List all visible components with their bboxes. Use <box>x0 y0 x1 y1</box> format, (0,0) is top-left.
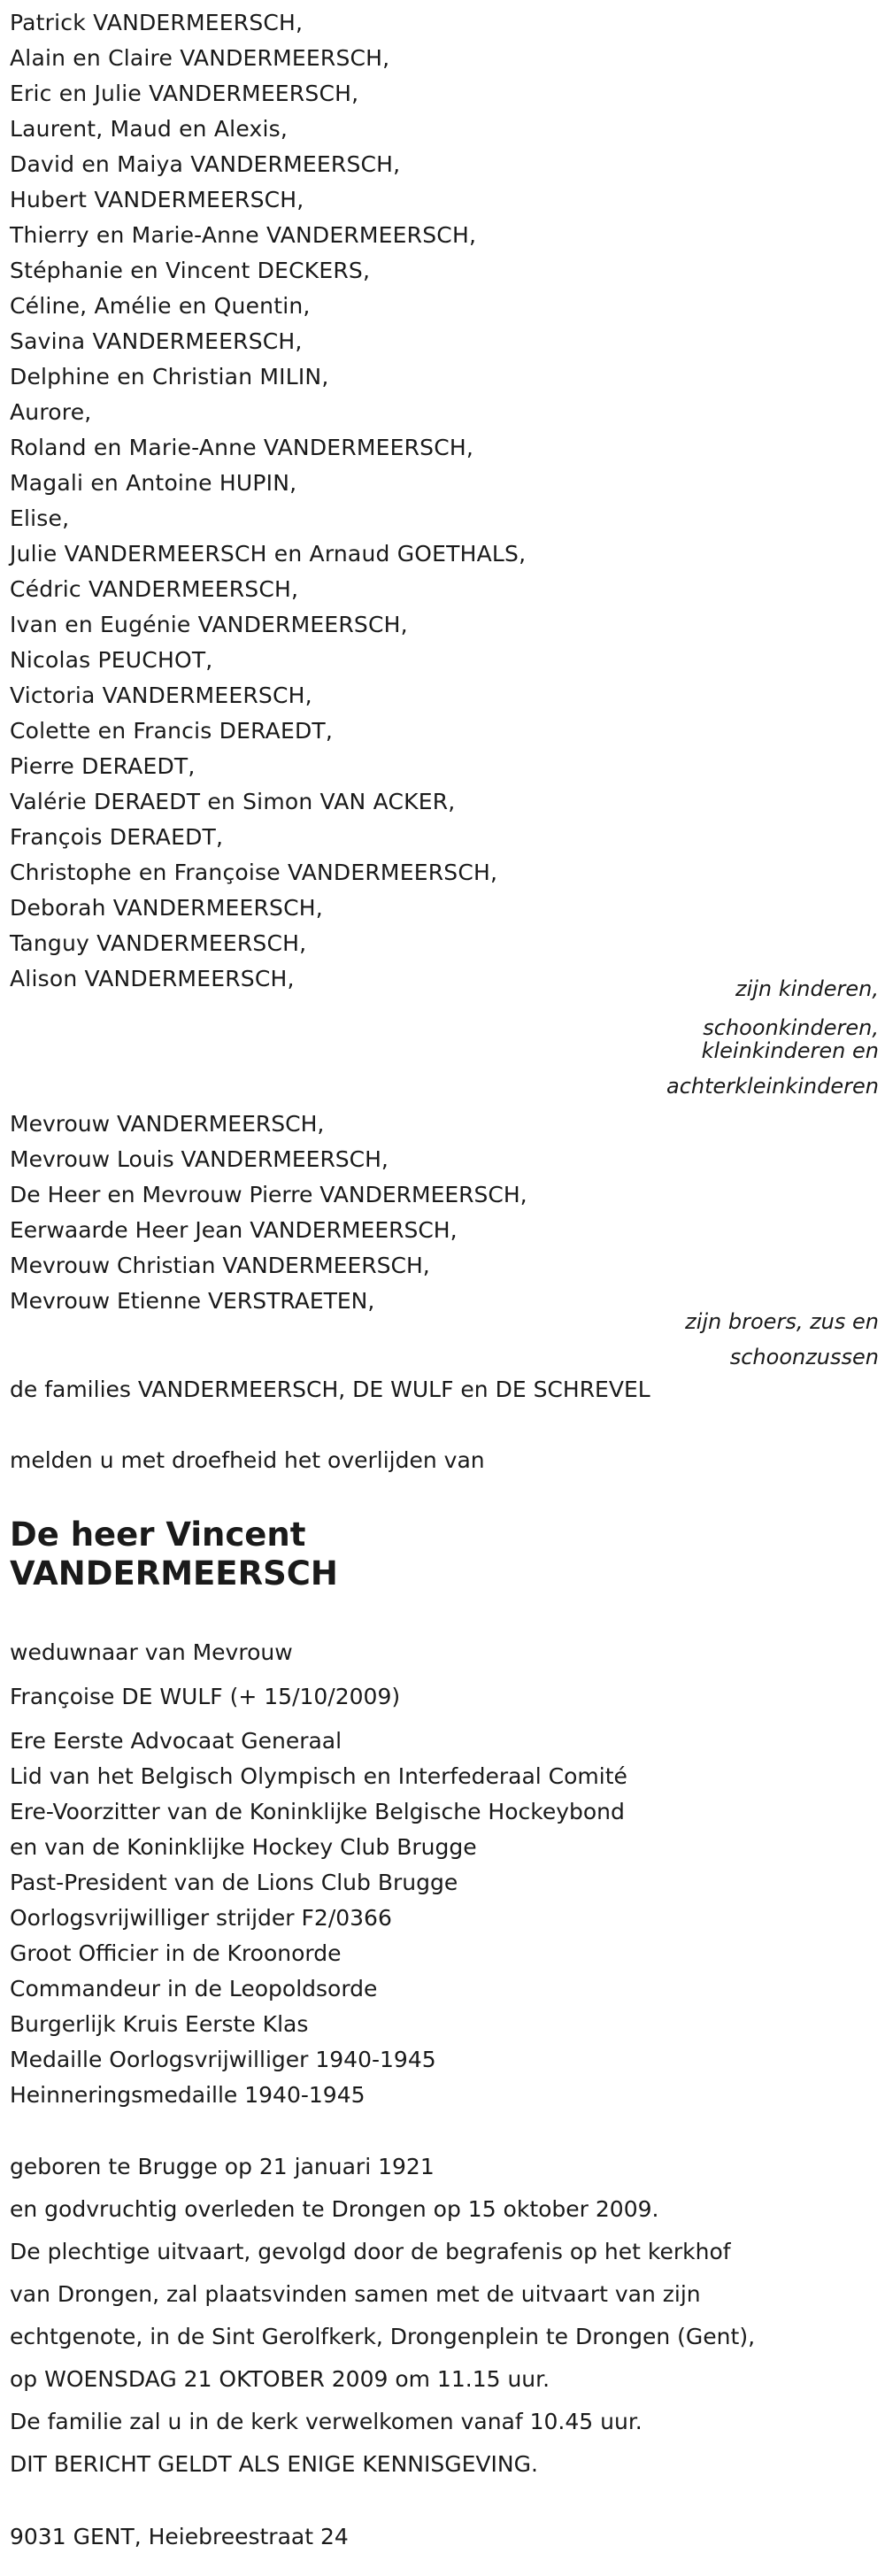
detail-line: DIT BERICHT GELDT ALS ENIGE KENNISGEVING. <box>10 2451 538 2477</box>
children-caption <box>735 971 879 1006</box>
family-name-line: Patrick VANDERMEERSCH, <box>10 10 304 35</box>
title-line: Commandeur in de Leopoldsorde <box>10 1976 378 2001</box>
title-line: Lid van het Belgisch Olympisch en Interfederaal Comité <box>10 1763 627 1789</box>
families-line <box>10 1372 650 1408</box>
widower-info <box>10 1631 400 1719</box>
widower-line: Françoise DE WULF (+ 15/10/2009) <box>10 1684 401 1709</box>
children-caption-line: kleinkinderen en <box>701 1038 879 1063</box>
sibling-line: Mevrouw Louis VANDERMEERSCH, <box>10 1146 389 1172</box>
family-name-line: Tanguy VANDERMEERSCH, <box>10 930 307 956</box>
siblings-caption-line: schoonzussen <box>729 1345 879 1369</box>
title-line: Medaille Oorlogsvrijwilliger 1940-1945 <box>10 2047 436 2072</box>
family-name-line: Ivan en Eugénie VANDERMEERSCH, <box>10 612 408 637</box>
families-text: de families VANDERMEERSCH, DE WULF en DE SCHREVEL <box>10 1377 650 1402</box>
detail-line: De familie zal u in de kerk verwelkomen vanaf 10.45 uur. <box>10 2409 643 2434</box>
family-name-line: Valérie DERAEDT en Simon VAN ACKER, <box>10 789 456 814</box>
title-line: Oorlogsvrijwilliger strijder F2/0366 <box>10 1905 392 1931</box>
family-name-line: Céline, Amélie en Quentin, <box>10 293 311 319</box>
family-name-line: Victoria VANDERMEERSCH, <box>10 683 312 708</box>
detail-line: De plechtige uitvaart, gevolgd door de begrafenis op het kerkhof <box>10 2239 731 2264</box>
sibling-line: De Heer en Mevrouw Pierre VANDERMEERSCH, <box>10 1182 527 1207</box>
widower-line: weduwnaar van Mevrouw <box>10 1639 293 1665</box>
family-name-line: Nicolas PEUCHOT, <box>10 647 213 673</box>
children-caption-continued <box>666 1016 879 1098</box>
title-line: en van de Koninklijke Hockey Club Brugge <box>10 1834 477 1860</box>
announcement-text: melden u met droefheid het overlijden van <box>10 1447 485 1473</box>
family-names-list <box>10 5 877 997</box>
detail-line: op WOENSDAG 21 OKTOBER 2009 om 11.15 uur. <box>10 2366 550 2392</box>
deceased-name-line: VANDERMEERSCH <box>10 1554 338 1593</box>
address-text: 9031 GENT, Heiebreestraat 24 <box>10 2524 349 2549</box>
title-line: Heinneringsmedaille 1940-1945 <box>10 2082 366 2108</box>
title-line: Burgerlijk Kruis Eerste Klas <box>10 2011 309 2037</box>
titles-list <box>10 1724 627 2113</box>
family-name-line: Roland en Marie-Anne VANDERMEERSCH, <box>10 435 474 460</box>
family-name-line: Pierre DERAEDT, <box>10 753 196 779</box>
title-line: Ere Eerste Advocaat Generaal <box>10 1728 342 1754</box>
sibling-line: Mevrouw VANDERMEERSCH, <box>10 1111 325 1137</box>
children-caption-line: achterkleinkinderen <box>666 1074 879 1099</box>
sibling-line: Eerwaarde Heer Jean VANDERMEERSCH, <box>10 1217 458 1243</box>
family-name-line: Magali en Antoine HUPIN, <box>10 470 297 496</box>
detail-line: echtgenote, in de Sint Gerolfkerk, Drongenplein te Drongen (Gent), <box>10 2324 756 2349</box>
family-name-line: David en Maiya VANDERMEERSCH, <box>10 151 401 177</box>
family-name-line: François DERAEDT, <box>10 824 224 850</box>
family-name-line: Stéphanie en Vincent DECKERS, <box>10 258 371 283</box>
family-name-line: Delphine en Christian MILIN, <box>10 364 329 389</box>
children-caption-line: schoonkinderen, <box>703 1015 879 1040</box>
siblings-list <box>10 1107 527 1319</box>
siblings-caption <box>685 1304 879 1375</box>
family-name-line: Eric en Julie VANDERMEERSCH, <box>10 81 359 106</box>
deceased-name <box>10 1516 338 1593</box>
family-name-line: Thierry en Marie-Anne VANDERMEERSCH, <box>10 222 477 248</box>
deceased-name-line: De heer Vincent <box>10 1516 306 1554</box>
children-caption-line: zijn kinderen, <box>735 976 879 1001</box>
siblings-caption-line: zijn broers, zus en <box>685 1309 879 1334</box>
sibling-line: Mevrouw Etienne VERSTRAETEN, <box>10 1288 375 1314</box>
family-name-line: Laurent, Maud en Alexis, <box>10 116 288 142</box>
family-name-line: Savina VANDERMEERSCH, <box>10 328 303 354</box>
family-name-line: Cédric VANDERMEERSCH, <box>10 576 299 602</box>
title-line: Groot Officier in de Kroonorde <box>10 1940 342 1966</box>
family-name-line: Hubert VANDERMEERSCH, <box>10 187 304 212</box>
title-line: Past-President van de Lions Club Brugge <box>10 1870 458 1895</box>
family-name-line: Elise, <box>10 505 70 531</box>
detail-line: en godvruchtig overleden te Drongen op 15 oktober 2009. <box>10 2196 659 2222</box>
detail-line: geboren te Brugge op 21 januari 1921 <box>10 2154 435 2179</box>
sibling-line: Mevrouw Christian VANDERMEERSCH, <box>10 1253 430 1278</box>
detail-line: van Drongen, zal plaatsvinden samen met de uitvaart van zijn <box>10 2281 701 2307</box>
announcement <box>10 1443 485 1478</box>
address <box>10 2519 349 2555</box>
family-name-line: Colette en Francis DERAEDT, <box>10 718 334 744</box>
family-name-line: Julie VANDERMEERSCH en Arnaud GOETHALS, <box>10 541 527 567</box>
family-name-line: Christophe en Françoise VANDERMEERSCH, <box>10 860 498 885</box>
family-name-line: Alison VANDERMEERSCH, <box>10 966 295 991</box>
family-name-line: Alain en Claire VANDERMEERSCH, <box>10 45 390 71</box>
family-name-line: Aurore, <box>10 399 92 425</box>
family-name-line: Deborah VANDERMEERSCH, <box>10 895 323 921</box>
funeral-details <box>10 2146 755 2486</box>
title-line: Ere-Voorzitter van de Koninklijke Belgische Hockeybond <box>10 1799 625 1824</box>
